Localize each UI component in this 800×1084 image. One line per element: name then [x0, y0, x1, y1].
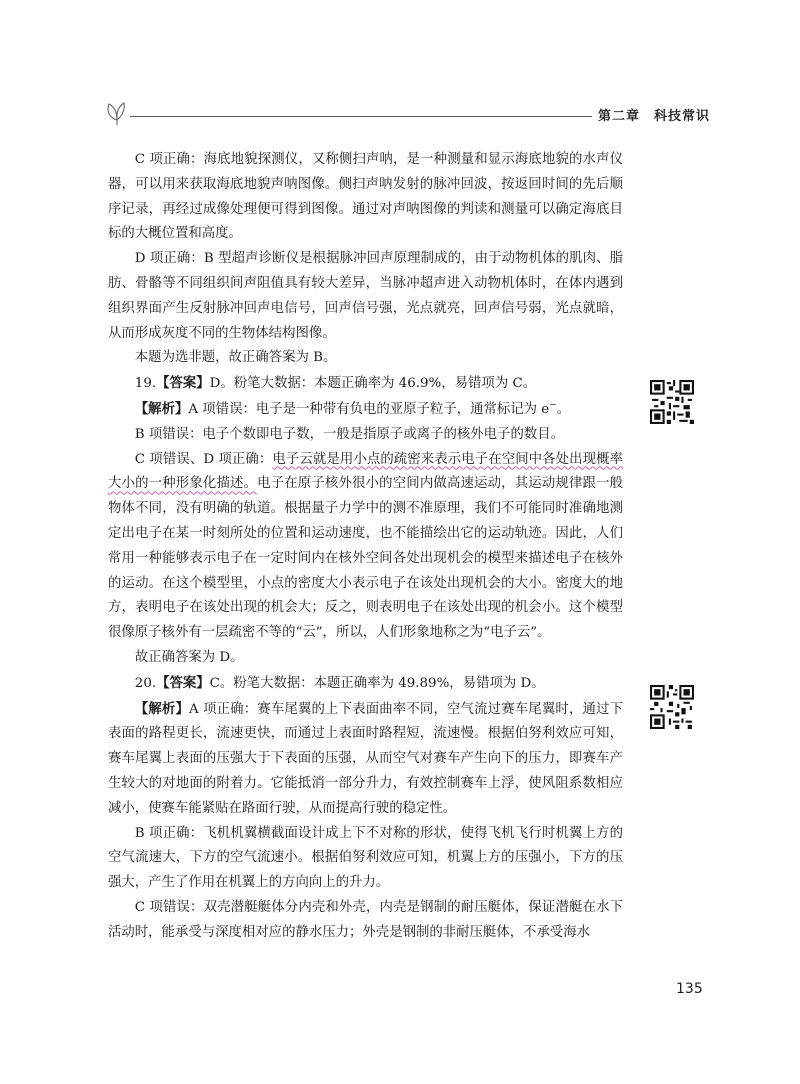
q20-answer-tag: 【答案】 [156, 674, 210, 691]
q20-answer [108, 671, 623, 697]
q19-qr-code-icon[interactable] [650, 380, 694, 424]
leaf-icon [100, 98, 134, 126]
q19-option-cd [108, 448, 623, 646]
q20-analysis-tag: 【解析】 [134, 700, 189, 717]
q19-answer [108, 371, 623, 397]
q18-conclusion: 本题为选非题，故正确答案为 B。 [134, 350, 337, 366]
q19-a-end: 。 [556, 401, 571, 417]
q19-a-superscript: − [549, 400, 557, 411]
page-body [108, 148, 623, 946]
q19-cd-prefix: C 项错误、D 项正确： [134, 451, 273, 467]
q19-option-b: B 项错误：电子个数即电子数，一般是指原子或离子的核外电子的数目。 [134, 426, 565, 442]
q19-a-text: A 项错误：电子是一种带有负电的亚原子粒子，通常标记为 e [188, 401, 550, 417]
page-header [100, 98, 710, 128]
q18-option-d: D 项正确：B 型超声诊断仪是根据脉冲回声原理制成的，由于动物机体的肌肉、脂肪、骨骼等不同组织间声阻值具有较大差异，当脉冲超声进入动物机体时，在体内遇到组织界面产生反射脉冲回声电信号，回声信号强，光点就亮，回声信号弱，光点就暗，从而形成灰度不同的生物体结构图像。 [108, 251, 623, 341]
page-number: 135 [676, 981, 703, 997]
q20-qr-code-icon[interactable] [650, 685, 694, 729]
q19-conclusion: 故正确答案为 D。 [134, 649, 244, 665]
chapter-title: 第二章 科技常识 [592, 105, 710, 124]
q19-answer-tag: 【答案】 [156, 375, 210, 392]
q20-answer-text: C。粉笔大数据：本题正确率为 49.89%，易错项为 D。 [209, 675, 545, 691]
q20-option-a [108, 697, 623, 822]
q19-analysis-tag: 【解析】 [134, 400, 189, 417]
q19-answer-text: D。粉笔大数据：本题正确率为 46.9%，易错项为 C。 [209, 376, 537, 392]
q20-option-c: C 项错误：双壳潜艇艇体分内壳和外壳，内壳是钢制的耐压艇体，保证潜艇在水下活动时，能承受与深度相对应的静水压力；外壳是钢制的非耐压艇体，不承受海水 [108, 899, 623, 940]
q19-number: 19. [134, 376, 157, 392]
q19-option-a [108, 397, 623, 423]
q19-cd-highlight: 电子云就是用小点的疏密来表示电子在空间中各处出现概率大小的一种形象化描述。 [108, 451, 624, 492]
q19-cd-body: 电子在原子核外很小的空间内做高速运动，其运动规律跟一般物体不同，没有明确的轨道。根据量子力学中的测不准原理，我们不可能同时准确地测定出电子在某一时刻所处的位置和运动速度，也不能描绘出它的运动轨迹。因此，人们常用一种能够表示电子在一定时间内在核外空间各处出现机会的模型来描述电子在核外的运动。在这个模型里，小点的密度大小表示电子在该处出现机会的大小。密度大的地方，表明电子在该处出现的机会大；反之，则表明电子在该处出现的机会小。这个模型很像原子核外有一层疏密不等的“云”，所以，人们形象地称之为“电子云”。 [108, 476, 624, 641]
q20-number: 20. [134, 675, 157, 691]
q18-option-c: C 项正确：海底地貌探测仪，又称侧扫声呐，是一种测量和显示海底地貌的水声仪器，可以用来获取海底地貌声呐图像。侧扫声呐发射的脉冲回波，按返回时间的先后顺序记录，再经过成像处理便可得到图像。通过对声呐图像的判读和测量可以确定海底目标的大概位置和高度。 [108, 152, 623, 242]
q20-a-text: A 项正确：赛车尾翼的上下表面曲率不同，空气流过赛车尾翼时，通过下表面的路程更长，流速更快，而通过上表面时路程短，流速慢。根据伯努利效应可知，赛车尾翼上表面的压强大于下表面的压强，从而空气对赛车产生向下的压力，即赛车产生较大的对地面的附着力。它能抵消一部分升力，有效控制赛车上浮，使风阻系数相应减小，使赛车能紧贴在路面行驶，从而提高行驶的稳定性。 [108, 701, 623, 816]
q20-option-b: B 项正确：飞机机翼横截面设计成上下不对称的形状，使得飞机飞行时机翼上方的空气流速大，下方的空气流速小。根据伯努利效应可知，机翼上方的压强小，下方的压强大，产生了作用在机翼上的方向向上的升力。 [108, 825, 623, 891]
